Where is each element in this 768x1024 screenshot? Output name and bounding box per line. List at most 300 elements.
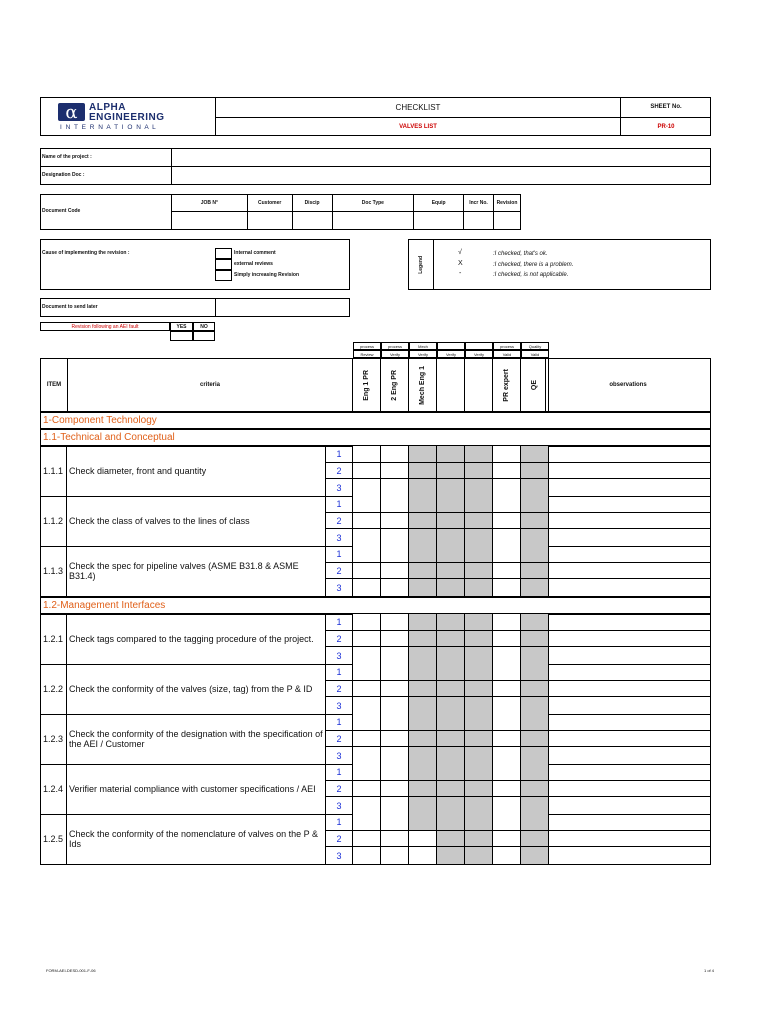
item-criteria: Check the conformity of the designation with the specification of the AEI / Customer	[68, 714, 326, 764]
observation-cell[interactable]	[546, 847, 710, 864]
check-cell[interactable]	[353, 764, 381, 781]
check-cell[interactable]	[353, 664, 381, 681]
observation-cell[interactable]	[546, 664, 710, 681]
send-later-label: Document to send later	[42, 304, 98, 310]
column-role-action: Review	[353, 350, 381, 358]
check-cell[interactable]	[409, 764, 437, 781]
check-cell[interactable]	[437, 546, 465, 563]
item-criteria: Check the spec for pipeline valves (ASME B31.8 & ASME B31.4)	[68, 546, 326, 596]
check-cell[interactable]	[409, 496, 437, 513]
check-cell[interactable]	[353, 831, 381, 847]
observation-cell[interactable]	[546, 546, 710, 563]
doc-code-col: Doc Type	[332, 195, 414, 212]
check-cell[interactable]	[381, 764, 409, 781]
column-role-action: Verify	[465, 350, 493, 358]
check-cell[interactable]	[353, 563, 381, 579]
check-cell[interactable]	[493, 463, 521, 479]
check-cell[interactable]	[465, 529, 493, 546]
check-cell[interactable]	[409, 831, 437, 847]
column-role-top: process	[353, 342, 381, 350]
observation-cell[interactable]	[546, 479, 710, 496]
observation-cell[interactable]	[546, 731, 710, 747]
revision-checkbox-external[interactable]	[215, 259, 232, 270]
check-cell[interactable]	[493, 731, 521, 747]
column-header-vertical	[437, 358, 465, 412]
sheet-label: SHEET No.	[650, 104, 682, 110]
check-cell[interactable]	[465, 831, 493, 847]
check-cell[interactable]	[493, 579, 521, 596]
check-cell[interactable]	[521, 814, 549, 831]
check-cell[interactable]	[409, 731, 437, 747]
check-cell[interactable]	[437, 579, 465, 596]
check-cell[interactable]	[493, 847, 521, 864]
legend-text: :I checked, is not applicable.	[493, 272, 569, 278]
company-name-line3: I N T E R N A T I O N A L	[60, 124, 157, 131]
item-criteria: Check tags compared to the tagging procedure of the project.	[68, 614, 326, 664]
check-cell[interactable]	[353, 529, 381, 546]
check-cell[interactable]	[381, 579, 409, 596]
sub-row-number: 2	[326, 563, 353, 579]
observation-cell[interactable]	[546, 496, 710, 513]
item-criteria: Verifier material compliance with customer specifications / AEI	[68, 764, 326, 814]
legend-text: :I checked, that's ok.	[493, 251, 548, 257]
check-cell[interactable]	[437, 614, 465, 631]
check-cell[interactable]	[381, 479, 409, 496]
check-cell[interactable]	[381, 731, 409, 747]
column-header-label: Eng 1 PR	[363, 369, 370, 401]
check-cell[interactable]	[521, 579, 549, 596]
job-field[interactable]	[172, 212, 248, 230]
sub-row-number: 2	[326, 731, 353, 747]
item-id: 1.2.4	[40, 764, 67, 814]
check-cell[interactable]	[353, 496, 381, 513]
check-cell[interactable]	[353, 747, 381, 764]
check-cell[interactable]	[465, 747, 493, 764]
check-cell[interactable]	[493, 546, 521, 563]
column-role-action: Valid	[493, 350, 521, 358]
check-cell[interactable]	[381, 463, 409, 479]
check-cell[interactable]	[521, 647, 549, 664]
sub-row-number: 1	[326, 546, 353, 563]
column-header-vertical	[521, 358, 549, 412]
section-header	[40, 597, 711, 614]
observation-cell[interactable]	[546, 647, 710, 664]
column-role-top: process	[381, 342, 409, 350]
sub-row-number: 3	[326, 579, 353, 596]
item-criteria: Check diameter, front and quantity	[68, 446, 326, 496]
column-role-top: Mech	[409, 342, 437, 350]
check-cell[interactable]	[493, 529, 521, 546]
item-header: ITEM	[46, 382, 62, 388]
observation-cell[interactable]	[546, 764, 710, 781]
doc-code-col: Discip	[292, 195, 332, 212]
check-cell[interactable]	[437, 764, 465, 781]
revision-option: external reviews	[234, 261, 273, 267]
check-cell[interactable]	[521, 529, 549, 546]
customer-field[interactable]	[247, 212, 292, 230]
check-cell[interactable]	[465, 614, 493, 631]
observation-cell[interactable]	[546, 814, 710, 831]
observation-cell[interactable]	[546, 631, 710, 647]
check-cell[interactable]	[521, 831, 549, 847]
check-cell[interactable]	[521, 463, 549, 479]
check-cell[interactable]	[465, 579, 493, 596]
check-cell[interactable]	[437, 847, 465, 864]
observation-cell[interactable]	[546, 529, 710, 546]
check-cell[interactable]	[409, 797, 437, 814]
check-cell[interactable]	[409, 714, 437, 731]
check-cell[interactable]	[465, 781, 493, 797]
observation-cell[interactable]	[546, 579, 710, 596]
check-cell[interactable]	[381, 681, 409, 697]
check-cell[interactable]	[353, 513, 381, 529]
legend-title-text: Legend	[418, 255, 424, 274]
check-cell[interactable]	[493, 479, 521, 496]
check-cell[interactable]	[521, 563, 549, 579]
check-cell[interactable]	[437, 797, 465, 814]
check-cell[interactable]	[353, 847, 381, 864]
observation-cell[interactable]	[546, 446, 710, 463]
check-cell[interactable]	[409, 697, 437, 714]
column-role-action: Verify	[381, 350, 409, 358]
check-cell[interactable]	[437, 496, 465, 513]
check-cell[interactable]	[521, 479, 549, 496]
revision-checkbox-internal[interactable]	[215, 248, 232, 259]
check-cell[interactable]	[465, 664, 493, 681]
observation-cell[interactable]	[546, 614, 710, 631]
doc-code-col: Revision	[493, 195, 520, 212]
observation-cell[interactable]	[546, 697, 710, 714]
check-cell[interactable]	[381, 697, 409, 714]
legend-symbol: X	[458, 260, 463, 267]
check-cell[interactable]	[465, 731, 493, 747]
column-role-top	[437, 342, 465, 350]
check-cell[interactable]	[353, 814, 381, 831]
check-cell[interactable]	[409, 463, 437, 479]
column-header-vertical	[493, 358, 521, 412]
check-cell[interactable]	[521, 781, 549, 797]
check-cell[interactable]	[493, 513, 521, 529]
sub-row-number: 1	[326, 446, 353, 463]
check-cell[interactable]	[409, 563, 437, 579]
check-cell[interactable]	[493, 664, 521, 681]
column-header-vertical	[465, 358, 493, 412]
check-cell[interactable]	[465, 513, 493, 529]
check-cell[interactable]	[493, 446, 521, 463]
project-name-field[interactable]	[172, 149, 710, 165]
item-id: 1.2.5	[40, 814, 67, 864]
check-cell[interactable]	[353, 697, 381, 714]
check-cell[interactable]	[409, 579, 437, 596]
check-cell[interactable]	[381, 781, 409, 797]
check-cell[interactable]	[381, 614, 409, 631]
check-cell[interactable]	[437, 529, 465, 546]
designation-field[interactable]	[172, 167, 710, 184]
incr-field[interactable]	[464, 212, 494, 230]
check-cell[interactable]	[521, 681, 549, 697]
doc-code-col: JOB N°	[172, 195, 248, 212]
doc-code-col: Incr No.	[464, 195, 494, 212]
revision-checkbox-increase[interactable]	[215, 270, 232, 281]
check-cell[interactable]	[409, 664, 437, 681]
check-cell[interactable]	[353, 614, 381, 631]
check-cell[interactable]	[465, 546, 493, 563]
column-role-top: process	[493, 342, 521, 350]
check-cell[interactable]	[381, 797, 409, 814]
check-cell[interactable]	[493, 797, 521, 814]
check-cell[interactable]	[493, 563, 521, 579]
doctype-field[interactable]	[332, 212, 414, 230]
observation-cell[interactable]	[546, 681, 710, 697]
check-cell[interactable]	[493, 814, 521, 831]
check-cell[interactable]	[381, 814, 409, 831]
item-criteria: Check the conformity of the valves (size, tag) from the P & ID	[68, 664, 326, 714]
check-cell[interactable]	[437, 463, 465, 479]
check-cell[interactable]	[493, 697, 521, 714]
check-cell[interactable]	[353, 681, 381, 697]
check-cell[interactable]	[381, 546, 409, 563]
observation-cell[interactable]	[546, 747, 710, 764]
observation-cell[interactable]	[546, 513, 710, 529]
check-cell[interactable]	[353, 731, 381, 747]
revision-field[interactable]	[493, 212, 520, 230]
observation-cell[interactable]	[546, 797, 710, 814]
check-cell[interactable]	[521, 764, 549, 781]
check-cell[interactable]	[381, 496, 409, 513]
item-id: 1.2.3	[40, 714, 67, 764]
check-cell[interactable]	[353, 546, 381, 563]
check-cell[interactable]	[465, 647, 493, 664]
check-cell[interactable]	[465, 797, 493, 814]
sub-row-number: 3	[326, 797, 353, 814]
check-cell[interactable]	[465, 714, 493, 731]
check-cell[interactable]	[493, 831, 521, 847]
sub-row-number: 1	[326, 714, 353, 731]
sub-row-number: 2	[326, 463, 353, 479]
yes-label: YES	[170, 322, 193, 331]
check-cell[interactable]	[493, 714, 521, 731]
check-cell[interactable]	[521, 797, 549, 814]
check-cell[interactable]	[493, 747, 521, 764]
doc-code-col: Customer	[247, 195, 292, 212]
check-cell[interactable]	[521, 847, 549, 864]
check-cell[interactable]	[437, 697, 465, 714]
item-id: 1.1.3	[40, 546, 67, 596]
check-cell[interactable]	[493, 681, 521, 697]
check-cell[interactable]	[381, 513, 409, 529]
equip-field[interactable]	[414, 212, 464, 230]
sub-row-number: 3	[326, 647, 353, 664]
check-cell[interactable]	[381, 446, 409, 463]
check-cell[interactable]	[437, 513, 465, 529]
sub-row-number: 3	[326, 847, 353, 864]
check-cell[interactable]	[437, 814, 465, 831]
check-cell[interactable]	[381, 563, 409, 579]
column-header-vertical	[353, 358, 381, 412]
check-cell[interactable]	[437, 747, 465, 764]
check-cell[interactable]	[353, 631, 381, 647]
check-cell[interactable]	[465, 496, 493, 513]
check-cell[interactable]	[437, 479, 465, 496]
check-cell[interactable]	[465, 697, 493, 714]
check-cell[interactable]	[353, 479, 381, 496]
check-cell[interactable]	[409, 814, 437, 831]
check-cell[interactable]	[353, 781, 381, 797]
section-title: 1.2-Management Interfaces	[43, 600, 166, 611]
check-cell[interactable]	[521, 697, 549, 714]
check-cell[interactable]	[381, 747, 409, 764]
observation-cell[interactable]	[546, 831, 710, 847]
check-cell[interactable]	[409, 631, 437, 647]
check-cell[interactable]	[409, 614, 437, 631]
check-cell[interactable]	[353, 647, 381, 664]
check-cell[interactable]	[521, 614, 549, 631]
criteria-header: criteria	[199, 382, 220, 388]
column-header-label: QE	[531, 379, 538, 391]
check-cell[interactable]	[521, 546, 549, 563]
check-cell[interactable]	[409, 647, 437, 664]
item-id: 1.1.1	[40, 446, 67, 496]
revision-option: Internal comment	[234, 250, 276, 256]
check-cell[interactable]	[437, 563, 465, 579]
column-role-top: Quality	[521, 342, 549, 350]
check-cell[interactable]	[409, 681, 437, 697]
check-cell[interactable]	[521, 664, 549, 681]
observation-cell[interactable]	[546, 463, 710, 479]
column-role-action: Verify	[409, 350, 437, 358]
page-number: 1 of 4	[704, 968, 715, 973]
check-cell[interactable]	[409, 747, 437, 764]
sub-row-number: 1	[326, 614, 353, 631]
check-cell[interactable]	[465, 764, 493, 781]
no-field[interactable]	[193, 331, 215, 341]
check-cell[interactable]	[493, 631, 521, 647]
check-cell[interactable]	[353, 714, 381, 731]
check-cell[interactable]	[521, 747, 549, 764]
check-cell[interactable]	[493, 614, 521, 631]
check-cell[interactable]	[381, 714, 409, 731]
column-header-label: PR expert	[503, 368, 510, 402]
discip-field[interactable]	[292, 212, 332, 230]
check-cell[interactable]	[353, 463, 381, 479]
check-cell[interactable]	[381, 631, 409, 647]
column-header-label: Mech Eng 1	[419, 365, 426, 405]
check-cell[interactable]	[409, 513, 437, 529]
aei-fault-label: Revision following an AEI fault	[40, 322, 170, 331]
check-cell[interactable]	[381, 664, 409, 681]
doc-title: CHECKLIST	[395, 102, 441, 112]
legend-title	[409, 240, 433, 289]
column-role-action: Verify	[437, 350, 465, 358]
check-cell[interactable]	[493, 647, 521, 664]
column-role-action: Valid	[521, 350, 549, 358]
check-cell[interactable]	[493, 781, 521, 797]
check-cell[interactable]	[437, 731, 465, 747]
sheet-value: PR-10	[657, 123, 675, 130]
check-cell[interactable]	[381, 647, 409, 664]
check-cell[interactable]	[465, 463, 493, 479]
observation-cell[interactable]	[546, 714, 710, 731]
check-cell[interactable]	[381, 831, 409, 847]
section-header	[40, 412, 711, 429]
sub-row-number: 2	[326, 681, 353, 697]
check-cell[interactable]	[493, 764, 521, 781]
check-cell[interactable]	[465, 446, 493, 463]
legend-text: :I checked, there is a problem.	[493, 262, 574, 268]
check-cell[interactable]	[437, 446, 465, 463]
check-cell[interactable]	[521, 631, 549, 647]
check-cell[interactable]	[437, 647, 465, 664]
column-header-vertical	[409, 358, 437, 412]
revision-label: Cause of implementing the revision :	[42, 250, 130, 256]
check-cell[interactable]	[409, 847, 437, 864]
check-cell[interactable]	[437, 631, 465, 647]
check-cell[interactable]	[465, 847, 493, 864]
alpha-glyph: α	[65, 101, 78, 123]
check-cell[interactable]	[353, 797, 381, 814]
observations-header: observations	[609, 382, 647, 388]
check-cell[interactable]	[353, 579, 381, 596]
check-cell[interactable]	[437, 831, 465, 847]
column-header-label: 2 Eng PR	[391, 369, 398, 401]
sub-row-number: 3	[326, 529, 353, 546]
check-cell[interactable]	[465, 814, 493, 831]
check-cell[interactable]	[381, 847, 409, 864]
check-cell[interactable]	[409, 781, 437, 797]
check-cell[interactable]	[353, 446, 381, 463]
check-cell[interactable]	[465, 479, 493, 496]
check-cell[interactable]	[409, 529, 437, 546]
sub-row-number: 2	[326, 831, 353, 847]
check-cell[interactable]	[521, 731, 549, 747]
no-label: NO	[193, 322, 215, 331]
check-cell[interactable]	[409, 546, 437, 563]
check-cell[interactable]	[409, 479, 437, 496]
sub-row-number: 1	[326, 764, 353, 781]
form-code: FORM-AEI-DESD-001-F-06	[46, 968, 96, 973]
check-cell[interactable]	[437, 681, 465, 697]
section-header	[40, 429, 711, 446]
check-cell[interactable]	[493, 496, 521, 513]
check-cell[interactable]	[381, 529, 409, 546]
doc-subtitle: VALVES LIST	[399, 123, 437, 130]
check-cell[interactable]	[521, 496, 549, 513]
check-cell[interactable]	[437, 664, 465, 681]
sub-row-number: 3	[326, 697, 353, 714]
observation-cell[interactable]	[546, 563, 710, 579]
check-cell[interactable]	[521, 446, 549, 463]
legend-symbol: -	[459, 270, 462, 277]
sub-row-number: 2	[326, 631, 353, 647]
sub-row-number: 2	[326, 781, 353, 797]
item-id: 1.2.1	[40, 614, 67, 664]
check-cell[interactable]	[521, 714, 549, 731]
item-id: 1.2.2	[40, 664, 67, 714]
check-cell[interactable]	[521, 513, 549, 529]
check-cell[interactable]	[437, 781, 465, 797]
check-cell[interactable]	[409, 446, 437, 463]
check-cell[interactable]	[465, 563, 493, 579]
yes-field[interactable]	[170, 331, 193, 341]
sub-row-number: 1	[326, 814, 353, 831]
send-later-field[interactable]	[216, 299, 349, 316]
check-cell[interactable]	[465, 681, 493, 697]
revision-option: Simply increasing Revision	[234, 272, 300, 278]
check-cell[interactable]	[465, 631, 493, 647]
check-cell[interactable]	[437, 714, 465, 731]
observation-cell[interactable]	[546, 781, 710, 797]
logo-emblem	[58, 103, 85, 121]
